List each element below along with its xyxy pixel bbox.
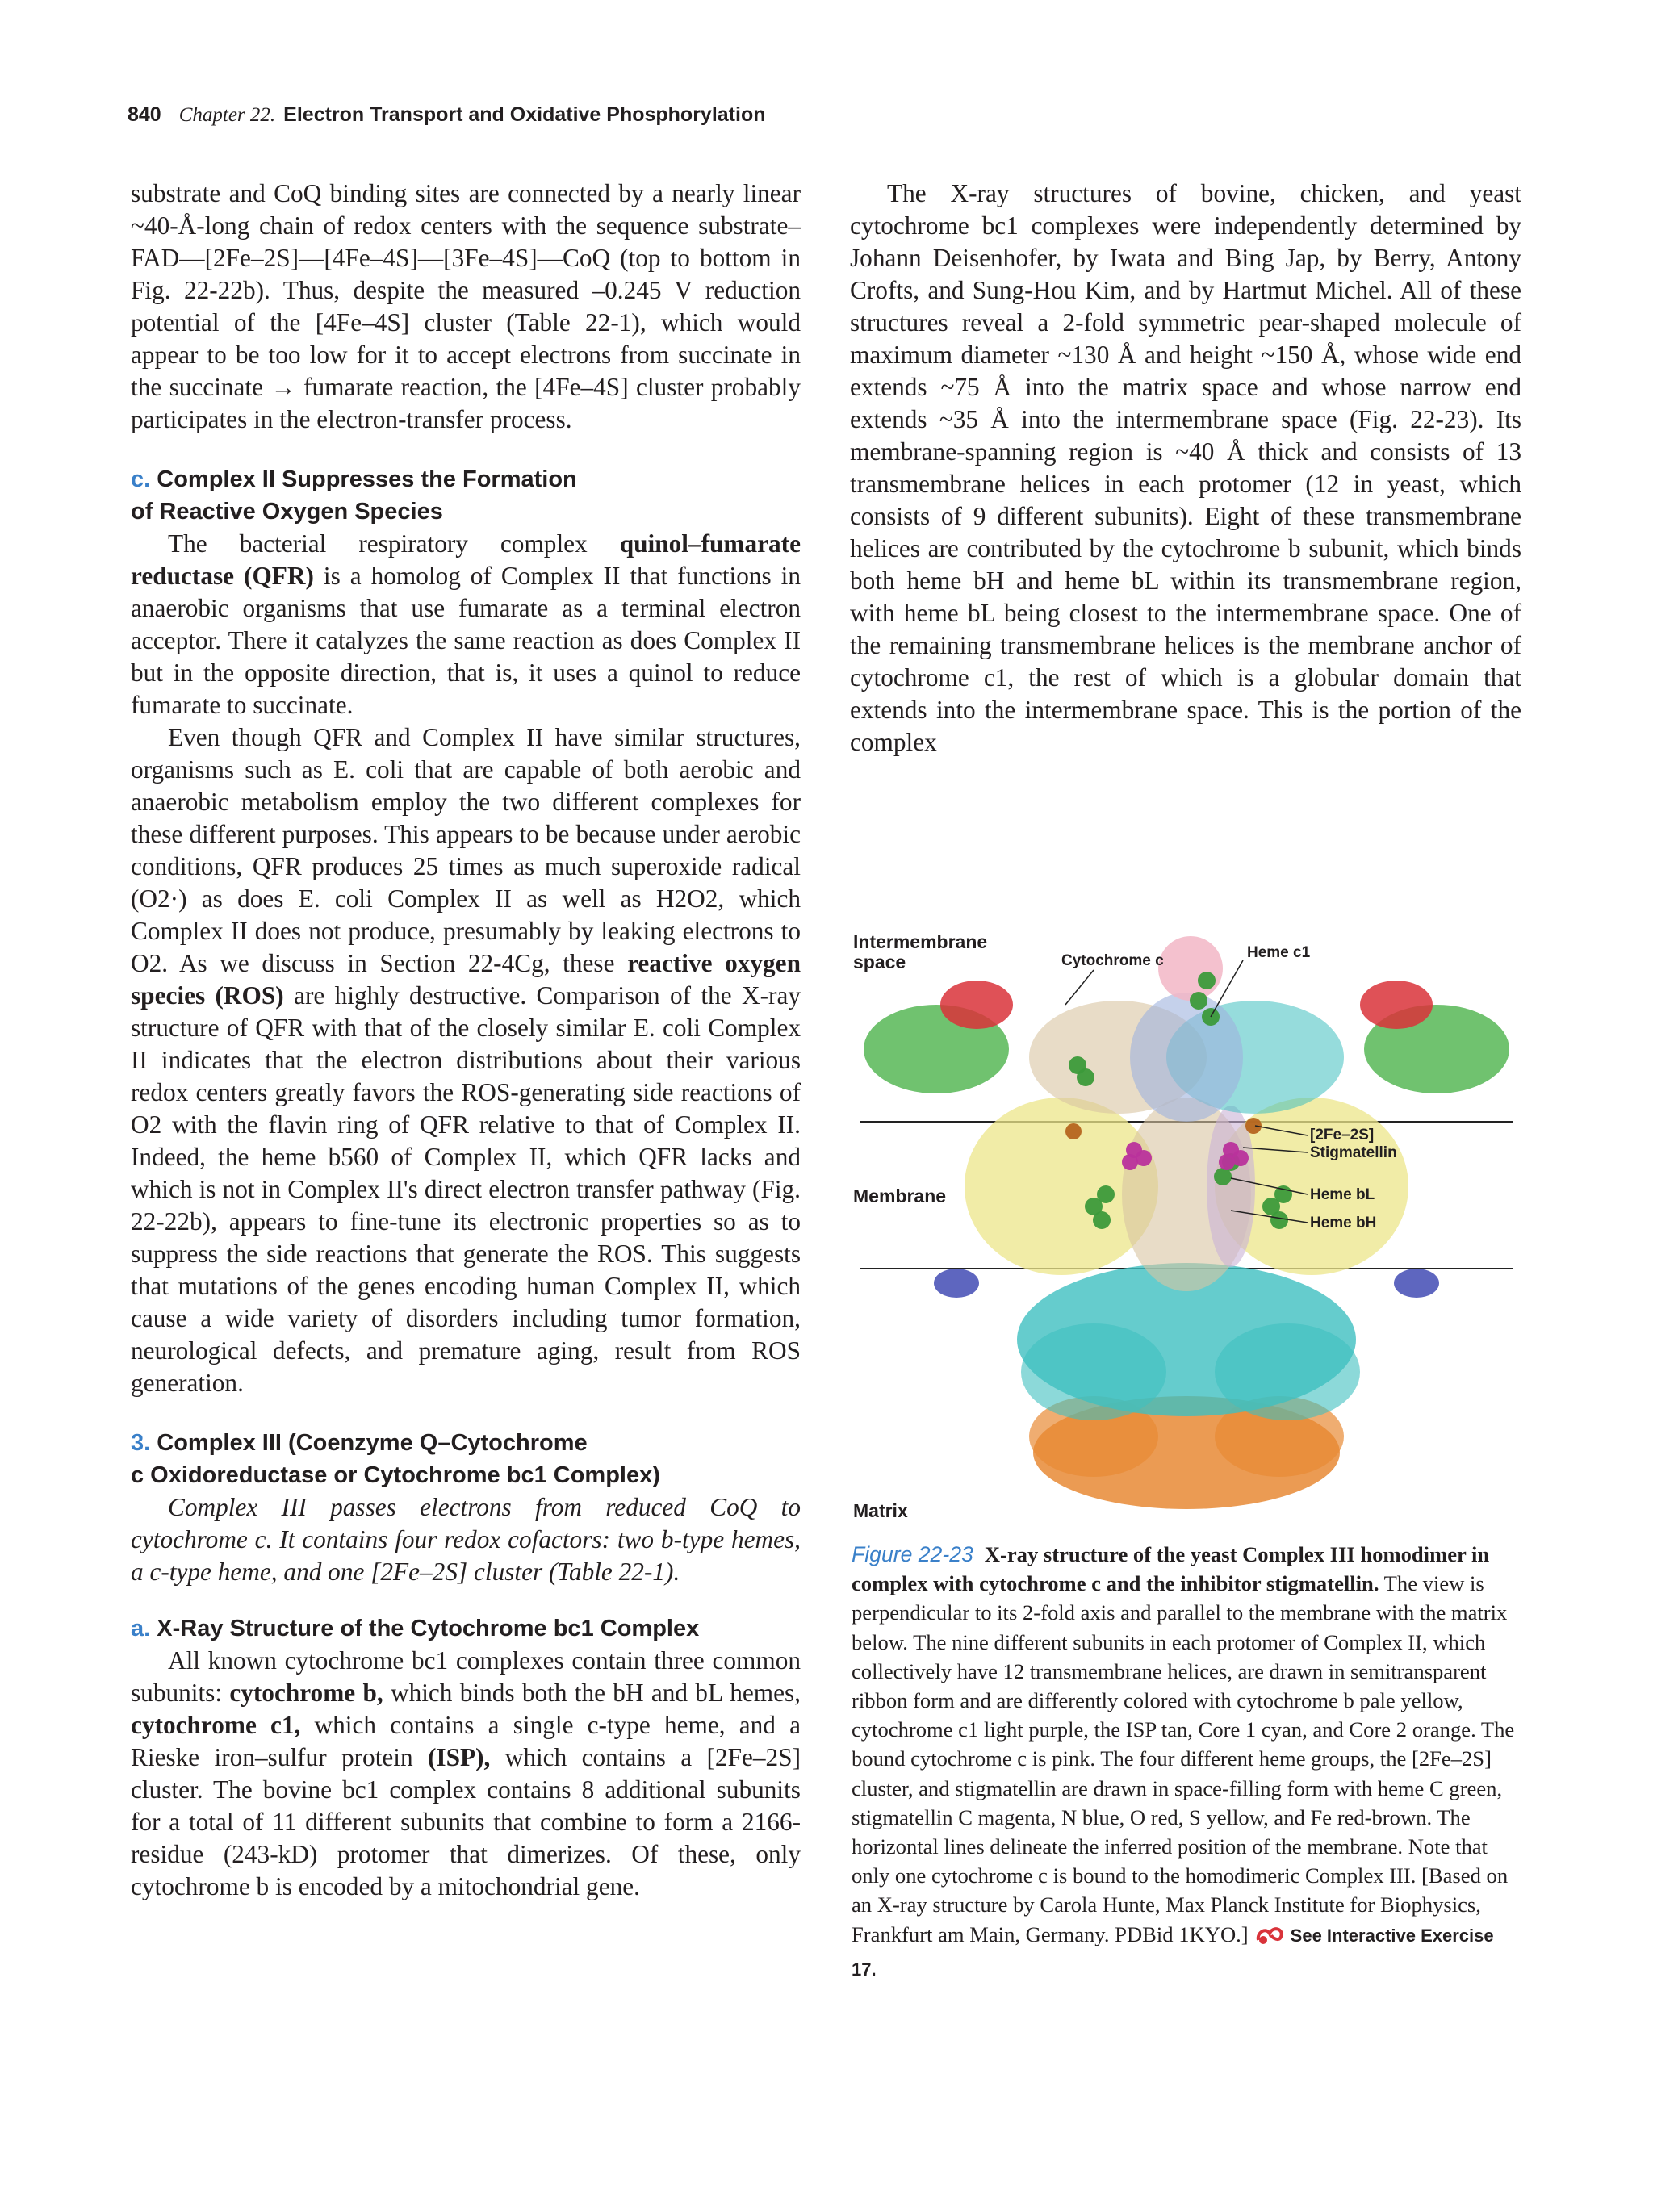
leader-cytochrome-c xyxy=(1065,970,1094,1005)
chapter-title: Electron Transport and Oxidative Phosphorylation xyxy=(283,103,766,126)
figure-caption xyxy=(852,1540,1521,1984)
text-run: which contains a single c-type heme, and a Rieske iron–sulfur protein xyxy=(131,1711,801,1771)
text-run: The bacterial respiratory complex xyxy=(168,529,620,558)
stigmatellin-atom xyxy=(1232,1150,1249,1166)
helix-domain xyxy=(934,1269,979,1298)
text-run: which contains a [2Fe–2S] cluster. The bovine bc1 complex contains 8 additional subunits for a total of 11 different subunits that combine to form a 2166-residue (243-kD) protomer that dimerizes. Of these, only cytochrome b is encoded by a mitochondrial gene. xyxy=(131,1743,801,1900)
section-heading-line: of Reactive Oxygen Species xyxy=(131,499,443,525)
heme-atom xyxy=(1270,1211,1288,1229)
label-intermembrane-space: Intermembrane space xyxy=(853,931,988,972)
bold-term: cytochrome b, xyxy=(229,1679,383,1707)
text-run: All known cytochrome bc1 complexes contain three common subunits: xyxy=(131,1646,801,1707)
bold-term: reactive oxygen species (ROS) xyxy=(131,949,801,1010)
label-matrix: Matrix xyxy=(853,1500,908,1521)
left-paragraph-3 xyxy=(131,721,801,1399)
label-heme-bh: Heme bH xyxy=(1310,1215,1377,1231)
heme-atom xyxy=(1093,1211,1111,1229)
protein-structure-illustration xyxy=(852,920,1521,1533)
section-heading-line: Complex II Suppresses the Formation xyxy=(157,466,577,492)
section-heading-a xyxy=(131,1612,801,1645)
right-paragraph-1: The X-ray structures of bovine, chicken, and yeast cytochrome bc1 complexes were independently determined by Johann Deisenhofer, by Iwata and Bing Jap, by Berry, Antony Crofts, and Sung-Hou Kim, and by Hartmut Michel. All of these structures reveal a 2-fold symmetric pear-shaped molecule of maximum diameter ~130 Å and height ~150 Å, whose wide end extends ~75 Å into the matrix space and whose narrow end extends ~35 Å into the intermembrane space (Fig. 22-23). Its membrane-spanning region is ~40 Å thick and consists of 13 transmembrane helices in each protomer (12 in yeast, which consists of 9 different subunits). Eight of these transmembrane helices are contributed by the cytochrome b subunit, which binds both heme bH and heme bL within its transmembrane region, with heme bL being closest to the intermembrane space. One of the remaining transmembrane helices is the membrane anchor of cytochrome c1, the rest of which is a globular domain that extends into the intermembrane space. This is the portion of the complex xyxy=(850,179,1521,756)
heme-atom xyxy=(1214,1168,1232,1185)
interactive-exercise-link[interactable]: See Interactive Exercise 17. xyxy=(852,1925,1494,1980)
text-run: are highly destructive. Comparison of the X-ray structure of QFR with that of the closely similar E. coli Complex II indicates that the electron distributions about their various redox centers greatly favors the ROS-generating side reactions of O2 with the flavin ring of QFR relative to that of Complex II. Indeed, the heme b560 of Complex II, which QFR lacks and which is not in Complex II's direct electron transfer pathway (Fig. 22-22b), appears to fine-tune its electronic properties so as to suppress the side reactions that generate the ROS. This suggests that mutations of the genes encoding human Complex II, which cause a wide variety of disorders including tumor formation, neurological defects, and premature aging, result from ROS generation. xyxy=(131,981,801,1397)
right-column xyxy=(850,178,1521,759)
caption-body: The view is perpendicular to its 2-fold axis and parallel to the membrane with the matrix below. The nine different subunits in each protomer of Complex II, which collectively have 12 transmembrane helices, are drawn in semitransparent ribbon form and are differently colored with cytochrome b pale yellow, cytochrome c1 light purple, the ISP tan, Core 1 cyan, and Core 2 orange. The bound cytochrome c is pink. The four different heme groups, the [2Fe–2S] cluster, and stigmatellin are drawn in space-filling form with heme C green, stigmatellin C magenta, N blue, O red, S yellow, and Fe red-brown. The horizontal lines delineate the inferred position of the membrane. Note that only one cytochrome c is bound to the homodimeric Complex III. [Based on an X-ray structure by Carola Hunte, Max Planck Institute for Biophysics, Frankfurt am Main, Germany. PDBid 1KYO.] xyxy=(852,1571,1515,1946)
heme-atom xyxy=(1077,1068,1094,1086)
interactive-exercise-icon xyxy=(1255,1922,1286,1954)
bold-term: (ISP), xyxy=(428,1743,491,1771)
fe2s2-atom xyxy=(1065,1123,1082,1139)
section-marker: a. xyxy=(131,1616,151,1641)
heme-atom xyxy=(1190,992,1207,1010)
fe2s2-atom xyxy=(1245,1118,1262,1134)
label-membrane: Membrane xyxy=(853,1185,947,1206)
section-heading-c xyxy=(131,463,801,528)
stigmatellin-atom xyxy=(1122,1154,1138,1170)
section-heading-line: c Oxidoreductase or Cytochrome bc1 Complex) xyxy=(131,1462,660,1488)
section-heading-3 xyxy=(131,1427,801,1491)
running-header xyxy=(128,102,766,128)
figure-number: Figure 22-23 xyxy=(852,1542,973,1566)
label-stigmatellin: Stigmatellin xyxy=(1310,1144,1397,1161)
label-heme-bl: Heme bL xyxy=(1310,1186,1375,1203)
red-ribbon-domain xyxy=(1360,981,1433,1029)
section-heading-line: Complex III (Coenzyme Q–Cytochrome xyxy=(157,1430,588,1456)
text-run: which binds both the bH and bL hemes, xyxy=(383,1679,801,1707)
heme-atom xyxy=(1198,972,1216,989)
section-marker: 3. xyxy=(131,1430,151,1456)
label-fe2s2: [2Fe–2S] xyxy=(1310,1127,1375,1144)
left-paragraph-1: substrate and CoQ binding sites are connected by a nearly linear ~40-Å-long chain of redox centers with the sequence substrate–FAD—[2Fe–2S]—[4Fe–4S]—[3Fe–4S]—CoQ (top to bottom in Fig. 22-22b). Thus, despite the measured –0.245 V reduction potential of the [4Fe–4S] cluster (Table 22-1), which would appear to be too low for it to accept electrons from succinate in the succinate → fumarate reaction, the [4Fe–4S] cluster probably participates in the electron-transfer process. xyxy=(131,179,801,433)
label-heme-c1: Heme c1 xyxy=(1247,944,1311,961)
page-number: 840 xyxy=(128,103,161,126)
label-cytochrome-c: Cytochrome c xyxy=(1061,952,1164,969)
ribbon-domain xyxy=(1130,993,1243,1122)
core1-domain xyxy=(1021,1323,1166,1420)
left-column xyxy=(131,178,801,1903)
figure-22-23 xyxy=(852,920,1521,1533)
helix-domain xyxy=(1394,1269,1439,1298)
left-paragraph-5 xyxy=(131,1645,801,1903)
text-run: is a homolog of Complex II that functions in anaerobic organisms that use fumarate as a terminal electron acceptor. There it catalyzes the same reaction as does Complex II but in the opposite direction, that is, it uses a quinol to reduce fumarate to succinate. xyxy=(131,562,801,719)
stigmatellin-atom xyxy=(1219,1154,1235,1170)
stigmatellin-atom xyxy=(1136,1150,1152,1166)
chapter-label: Chapter 22. xyxy=(178,104,276,126)
bold-term: quinol–fumarate reductase (QFR) xyxy=(131,529,801,590)
cytochrome-c-domain xyxy=(1158,936,1223,1001)
section-heading-line: X-Ray Structure of the Cytochrome bc1 Complex xyxy=(157,1616,700,1641)
text-run: Even though QFR and Complex II have similar structures, organisms such as E. coli that are capable of both aerobic and anaerobic metabolism employ the two different complexes for these different purposes. This appears to be because under aerobic conditions, QFR produces 25 times as much superoxide radical (O2·) as does E. coli Complex II as well as H2O2, which Complex II does not produce, presumably by leaking electrons to O2. As we discuss in Section 22-4Cg, these xyxy=(131,723,801,977)
caption-title: X-ray structure of the yeast Complex III homodimer in complex with cytochrome c and the inhibitor stigmatellin. xyxy=(852,1542,1490,1596)
ribbon-domains xyxy=(864,936,1509,1509)
left-paragraph-2 xyxy=(131,528,801,721)
heme-atom xyxy=(1097,1185,1115,1203)
section-marker: c. xyxy=(131,466,151,492)
core1-domain xyxy=(1215,1323,1360,1420)
left-paragraph-4: Complex III passes electrons from reduced CoQ to cytochrome c. It contains four redox cofactors: two b-type hemes, a c-type heme, and one [2Fe–2S] cluster (Table 22-1). xyxy=(131,1493,801,1586)
bold-term: cytochrome c1, xyxy=(131,1711,301,1739)
red-ribbon-domain xyxy=(940,981,1013,1029)
